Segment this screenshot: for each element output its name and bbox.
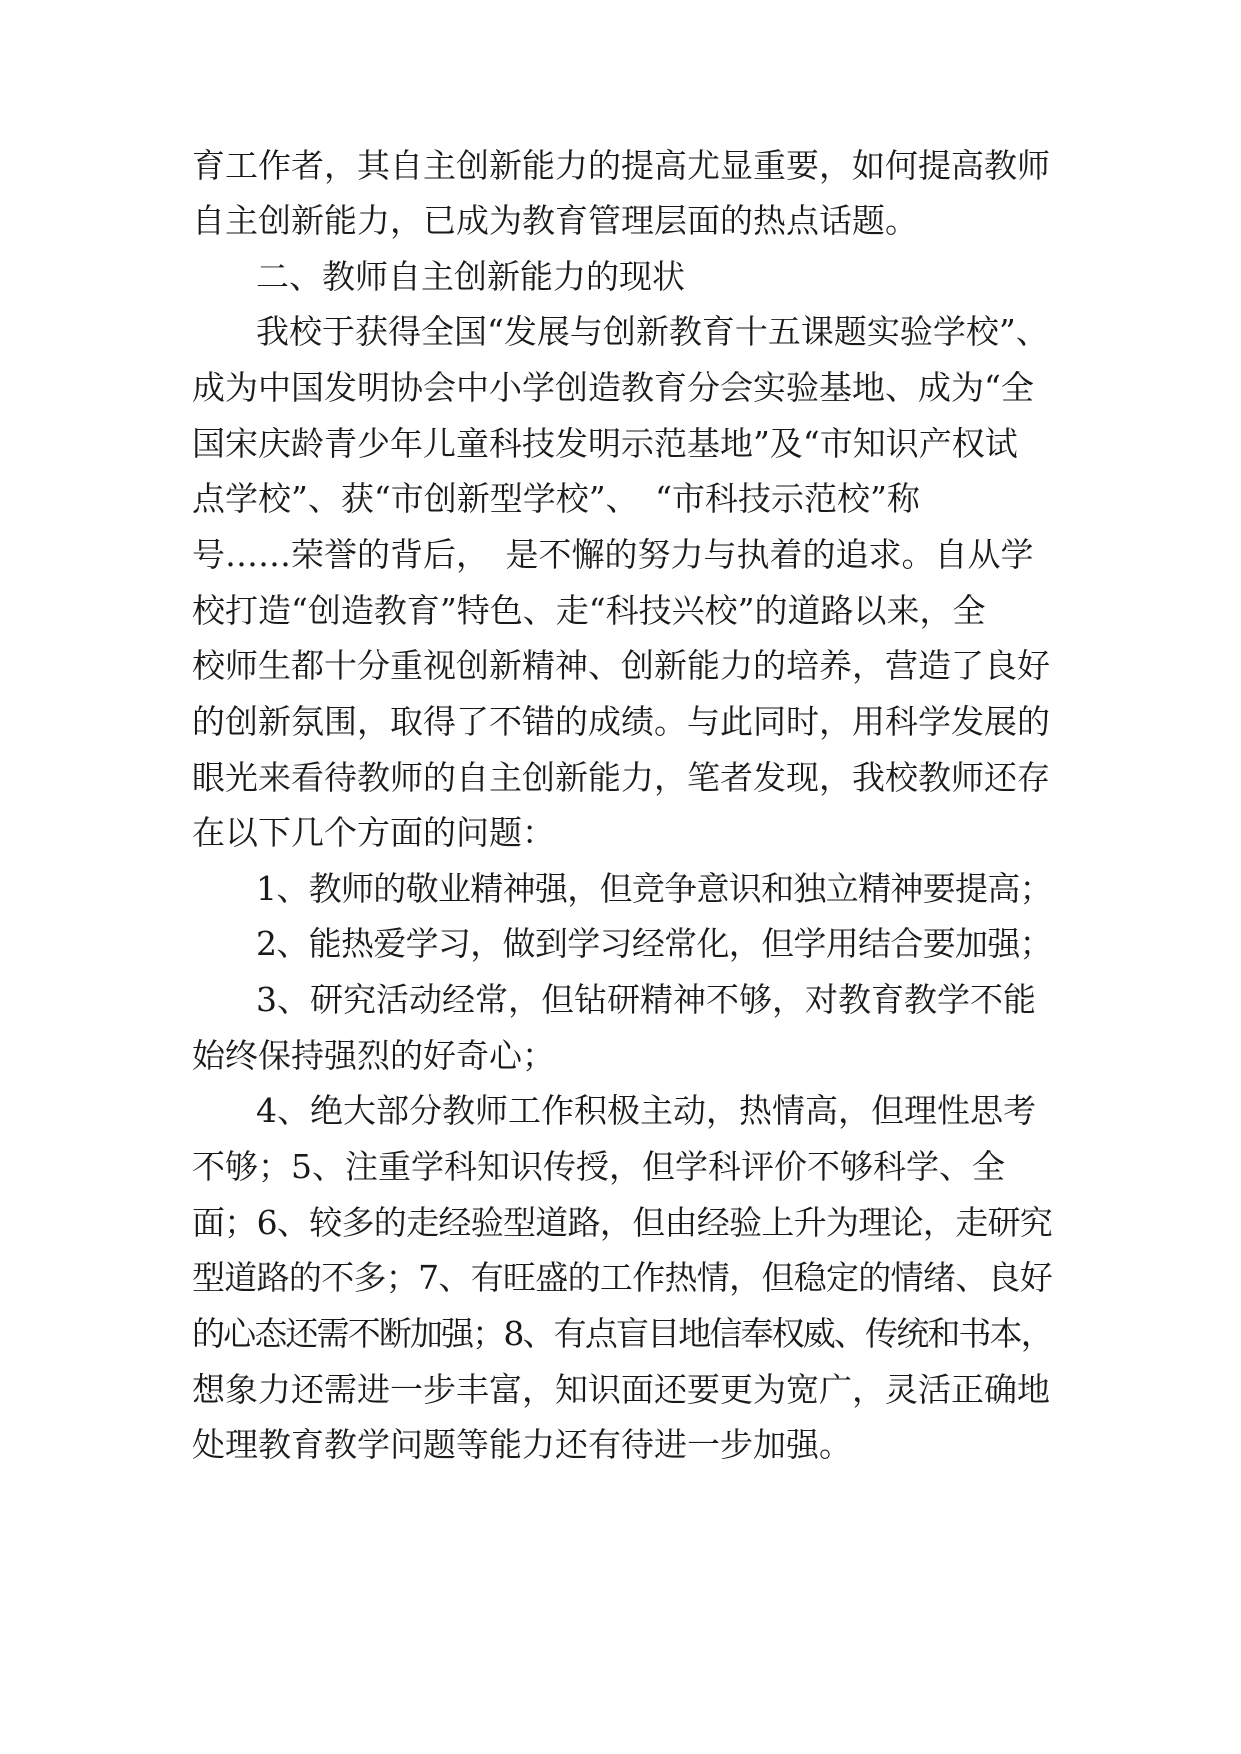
text-line: 校打造“创造教育”特色、走“科技兴校”的道路以来，全: [192, 591, 986, 630]
text-line: 眼光来看待教师的自主创新能力，笔者发现，我校教师还存: [192, 758, 1050, 797]
text-line: 点学校”、获“市创新型学校”、 “市科技示范校”称: [192, 479, 920, 518]
text-line: 的心态还需不断加强；8、有点盲目地信奉权威、传统和书本，: [192, 1314, 1052, 1353]
text-line: 不够；5、注重学科知识传授，但学科评价不够科学、全: [192, 1147, 1005, 1186]
paragraph-start: 我校于获得全国“发展与创新教育十五课题实验学校”、: [256, 312, 1049, 351]
text-line: 的创新氛围，取得了不错的成绩。与此同时，用科学发展的: [192, 702, 1050, 741]
text-line: 号……荣誉的背后， 是不懈的努力与执着的追求。自从学: [192, 535, 1034, 574]
text-line: 自主创新能力，已成为教育管理层面的热点话题。: [192, 201, 918, 240]
text-line: 校师生都十分重视创新精神、创新能力的培养，营造了良好: [192, 646, 1050, 685]
list-item: 2、能热爱学习，做到学习经常化，但学用结合要加强；: [256, 924, 1052, 963]
section-heading: 二、教师自主创新能力的现状: [256, 257, 685, 296]
text-line: 成为中国发明协会中小学创造教育分会实验基地、成为“全: [192, 368, 1034, 407]
text-line: 在以下几个方面的问题：: [192, 813, 555, 852]
text-line: 处理教育教学问题等能力还有待进一步加强。: [192, 1425, 852, 1464]
text-line: 想象力还需进一步丰富，知识面还要更为宽广，灵活正确地: [192, 1370, 1050, 1409]
list-item: 3、研究活动经常，但钻研精神不够，对教育教学不能: [256, 980, 1036, 1019]
text-line: 型道路的不多；7、有旺盛的工作热情，但稳定的情绪、良好: [192, 1258, 1053, 1297]
text-line: 育工作者，其自主创新能力的提高尤显重要，如何提高教师: [192, 146, 1050, 185]
text-line: 始终保持强烈的好奇心；: [192, 1036, 555, 1075]
list-item: 4、绝大部分教师工作积极主动，热情高，但理性思考: [256, 1091, 1036, 1130]
text-line: 国宋庆龄青少年儿童科技发明示范基地”及“市知识产权试: [192, 424, 1018, 463]
text-line: 面；6、较多的走经验型道路，但由经验上升为理论，走研究: [192, 1203, 1053, 1242]
list-item: 1、教师的敬业精神强，但竞争意识和独立精神要提高；: [256, 869, 1052, 908]
